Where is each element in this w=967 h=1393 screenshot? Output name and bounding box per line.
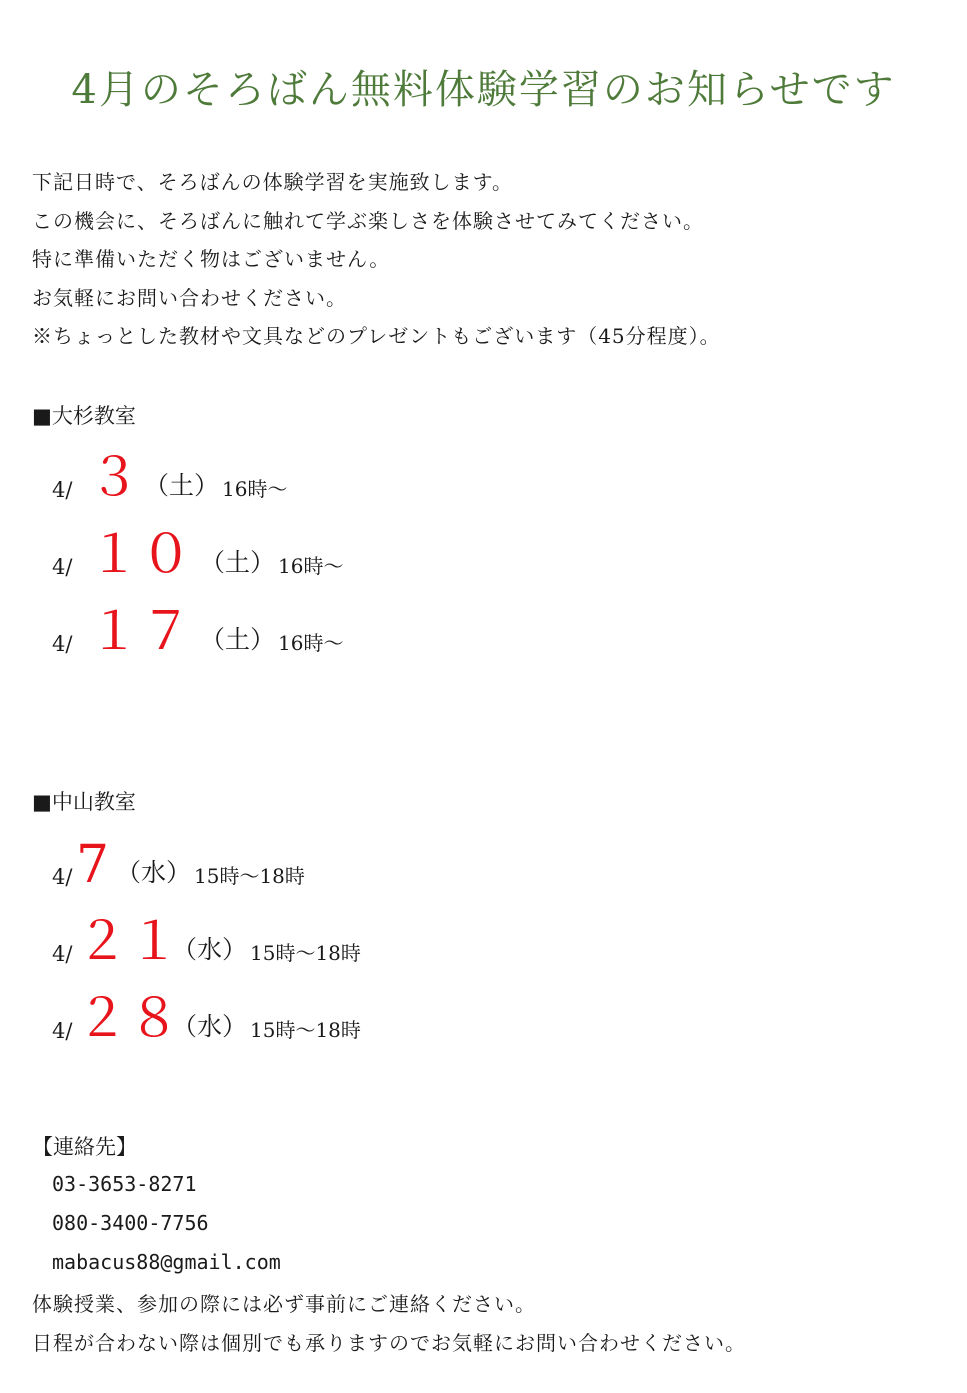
intro-line: ※ちょっとした教材や文具などのプレゼントもございます（45分程度）。 (32, 324, 721, 348)
session-day: ３ (88, 448, 141, 508)
session-month: 4/ (52, 632, 73, 656)
note-line: 日程が合わない際は個別でも承りますのでお気軽にお問い合わせください。 (32, 1331, 746, 1355)
session-weekday: （水） (116, 858, 192, 887)
section-title-nakayama: ■中山教室 (32, 790, 136, 814)
session-weekday: （土） (200, 548, 276, 577)
email-address[interactable]: mabacus88@gmail.com (52, 1250, 281, 1274)
intro-line: この機会に、そろばんに触れて学ぶ楽しさを体験させてみてください。 (32, 208, 704, 233)
session-time: 16時〜 (278, 554, 344, 578)
session-month: 4/ (52, 865, 73, 889)
session-weekday: （水） (172, 1012, 248, 1041)
note-line: 体験授業、参加の際には必ず事前にご連絡ください。 (32, 1292, 536, 1316)
intro-paragraph (32, 166, 721, 359)
session-weekday: （土） (144, 471, 220, 500)
session-month: 4/ (52, 1019, 73, 1043)
session-day: 7 (76, 835, 110, 895)
session-time: 16時〜 (222, 477, 288, 501)
session-month: 4/ (52, 555, 73, 579)
phone-number[interactable]: 080-3400-7756 (52, 1211, 209, 1235)
session-time: 16時〜 (278, 631, 344, 655)
intro-line: お気軽にお問い合わせください。 (32, 285, 347, 310)
session-day: ２８ (76, 989, 181, 1049)
page-title: 4月のそろばん無料体験学習のお知らせです (71, 67, 896, 113)
session-weekday: （水） (172, 935, 248, 964)
intro-line: 特に準備いただく物はございません。 (32, 247, 391, 271)
session-time: 15時〜18時 (250, 941, 361, 965)
session-time: 15時〜18時 (250, 1018, 361, 1042)
section-title-osugi: ■大杉教室 (32, 404, 136, 428)
phone-number[interactable]: 03-3653-8271 (52, 1172, 197, 1196)
session-time: 15時〜18時 (194, 864, 305, 888)
session-month: 4/ (52, 942, 73, 966)
session-day: １７ (88, 602, 193, 662)
contact-heading: 【連絡先】 (32, 1135, 137, 1159)
session-weekday: （土） (200, 625, 276, 654)
session-day: ２１ (76, 912, 181, 972)
session-day: １０ (88, 525, 193, 585)
session-month: 4/ (52, 478, 73, 502)
intro-line: 下記日時で、そろばんの体験学習を実施致します。 (32, 170, 513, 194)
